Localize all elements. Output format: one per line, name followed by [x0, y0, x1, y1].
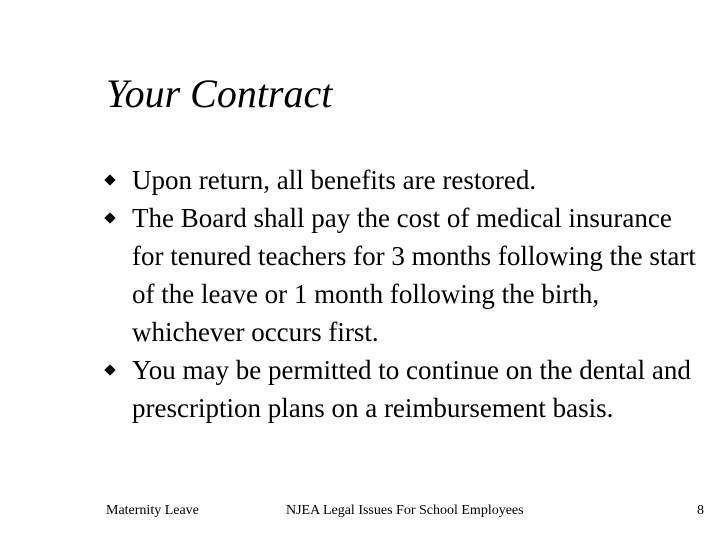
- bullet-text: You may be permitted to continue on the dental and prescription plans on a reimbursement basis.: [132, 355, 691, 423]
- bullet-item: [106, 351, 706, 427]
- diamond-bullet-icon: [104, 212, 115, 223]
- diamond-bullet-icon: [104, 174, 115, 185]
- footer-left-text: Maternity Leave: [106, 503, 199, 518]
- bullet-text: The Board shall pay the cost of medical insurance for tenured teachers for 3 months following the start of the leave or 1 month following the birth, whichever occurs first.: [132, 203, 696, 347]
- diamond-bullet-icon: [104, 364, 115, 375]
- slide-title: Your Contract: [106, 71, 333, 116]
- footer-center-text: NJEA Legal Issues For School Employees: [286, 503, 524, 518]
- page-number: 8: [697, 503, 704, 518]
- bullet-item: [106, 199, 706, 351]
- bullet-list: [106, 161, 706, 427]
- bullet-text: Upon return, all benefits are restored.: [132, 165, 537, 195]
- bullet-item: [106, 161, 706, 199]
